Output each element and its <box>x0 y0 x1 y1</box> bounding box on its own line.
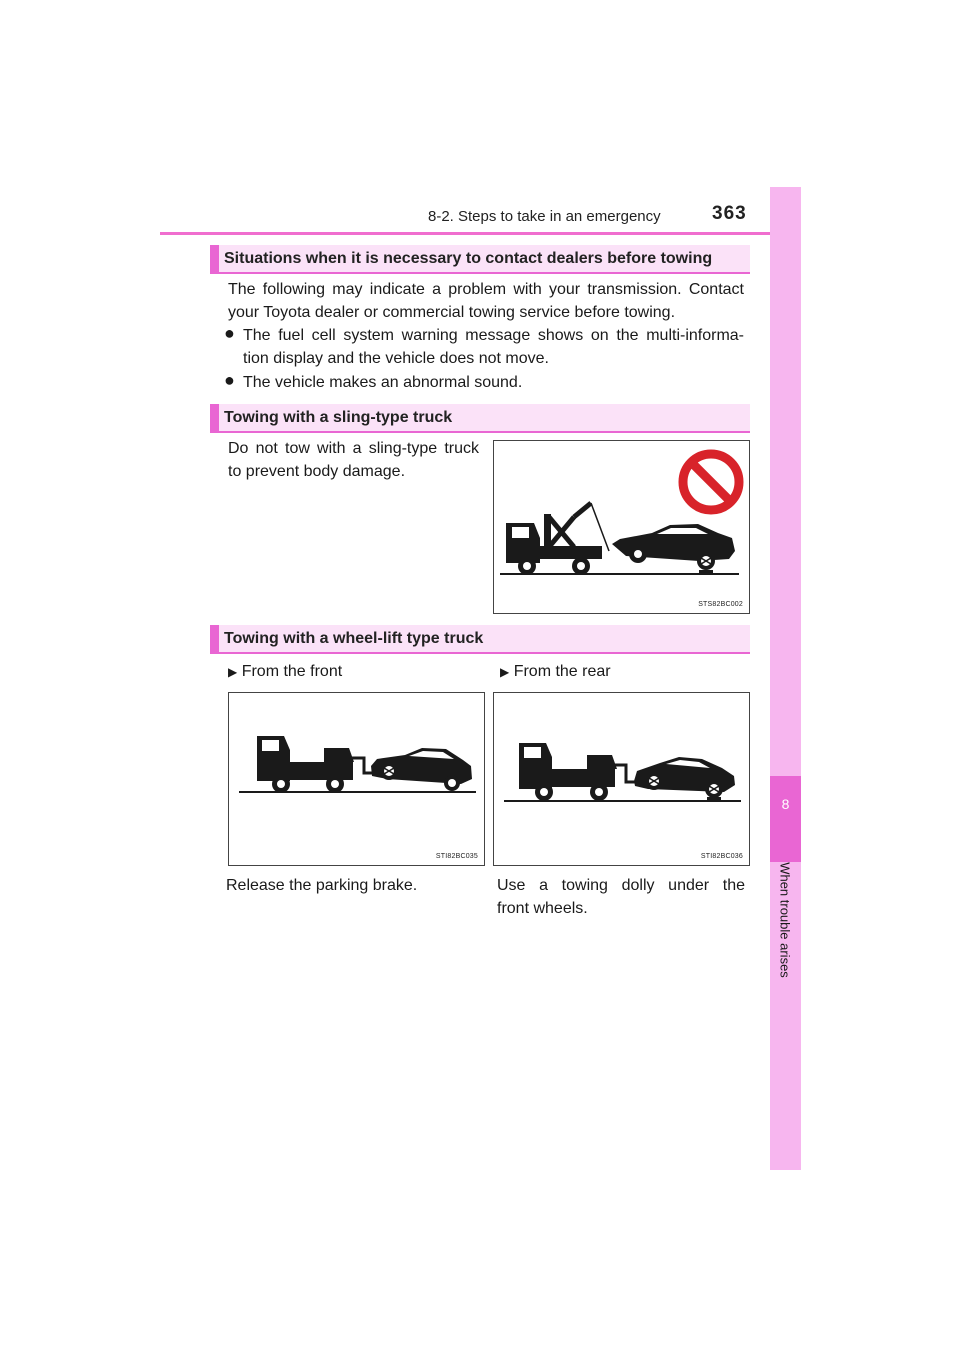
header-rule <box>160 232 770 235</box>
front-label <box>228 660 342 684</box>
section-heading-wheel-lift: Towing with a wheel-lift type truck <box>210 625 750 654</box>
sling-text-line1: Do not tow with a sling-type truck <box>228 440 479 457</box>
chapter-title: When trouble arises <box>777 862 793 978</box>
tow-truck-icon <box>257 736 354 793</box>
chapter-number-box <box>770 776 801 862</box>
front-tow-figure <box>228 692 485 866</box>
front-label-text: From the front <box>241 663 343 680</box>
car-icon <box>634 757 735 801</box>
rear-label <box>500 660 611 684</box>
bullet-2-glyph: ● <box>224 370 235 390</box>
dealer-intro-line1: The following may indicate a problem with your transmission. Contact <box>228 281 744 298</box>
front-caption: Release the parking brake. <box>226 877 418 894</box>
header-section-title: 8-2. Steps to take in an emergency <box>428 208 661 225</box>
dealer-intro-line2: your Toyota dealer or commercial towing service before towing. <box>228 304 676 321</box>
car-icon <box>371 748 472 791</box>
rear-caption-line2: front wheels. <box>497 900 588 917</box>
sling-figure-code: STS82BC002 <box>698 601 743 608</box>
section-heading-sling: Towing with a sling-type truck <box>210 404 750 433</box>
section-heading-dealer: Situations when it is necessary to contact dealers before towing <box>210 245 750 274</box>
front-figure-code: STI82BC035 <box>435 853 478 860</box>
car-icon <box>612 524 735 574</box>
rear-caption-line1: Use a towing dolly under the <box>497 877 745 894</box>
triangle-right-icon: ▶ <box>500 665 510 679</box>
bullet-1-glyph: ● <box>224 323 235 343</box>
rear-label-text: From the rear <box>513 663 611 680</box>
sling-truck-illustration <box>494 441 751 615</box>
prohibited-icon <box>683 454 739 510</box>
chapter-tab-strip <box>770 187 801 1170</box>
chapter-number: 8 <box>781 796 790 812</box>
rear-tow-illustration <box>494 693 751 867</box>
bullet-2-text: The vehicle makes an abnormal sound. <box>243 374 523 391</box>
triangle-right-icon: ▶ <box>228 665 238 679</box>
page-number: 363 <box>712 203 747 224</box>
rear-tow-figure <box>493 692 750 866</box>
bullet-1-line1: The fuel cell system warning message shows on the multi-informa- <box>243 327 744 344</box>
sling-truck-figure <box>493 440 750 614</box>
front-tow-illustration <box>229 693 486 867</box>
rear-figure-code: STI82BC036 <box>700 853 743 860</box>
bullet-1-line2: tion display and the vehicle does not move. <box>243 350 549 367</box>
tow-truck-icon <box>519 743 617 801</box>
sling-text-line2: to prevent body damage. <box>228 463 406 480</box>
